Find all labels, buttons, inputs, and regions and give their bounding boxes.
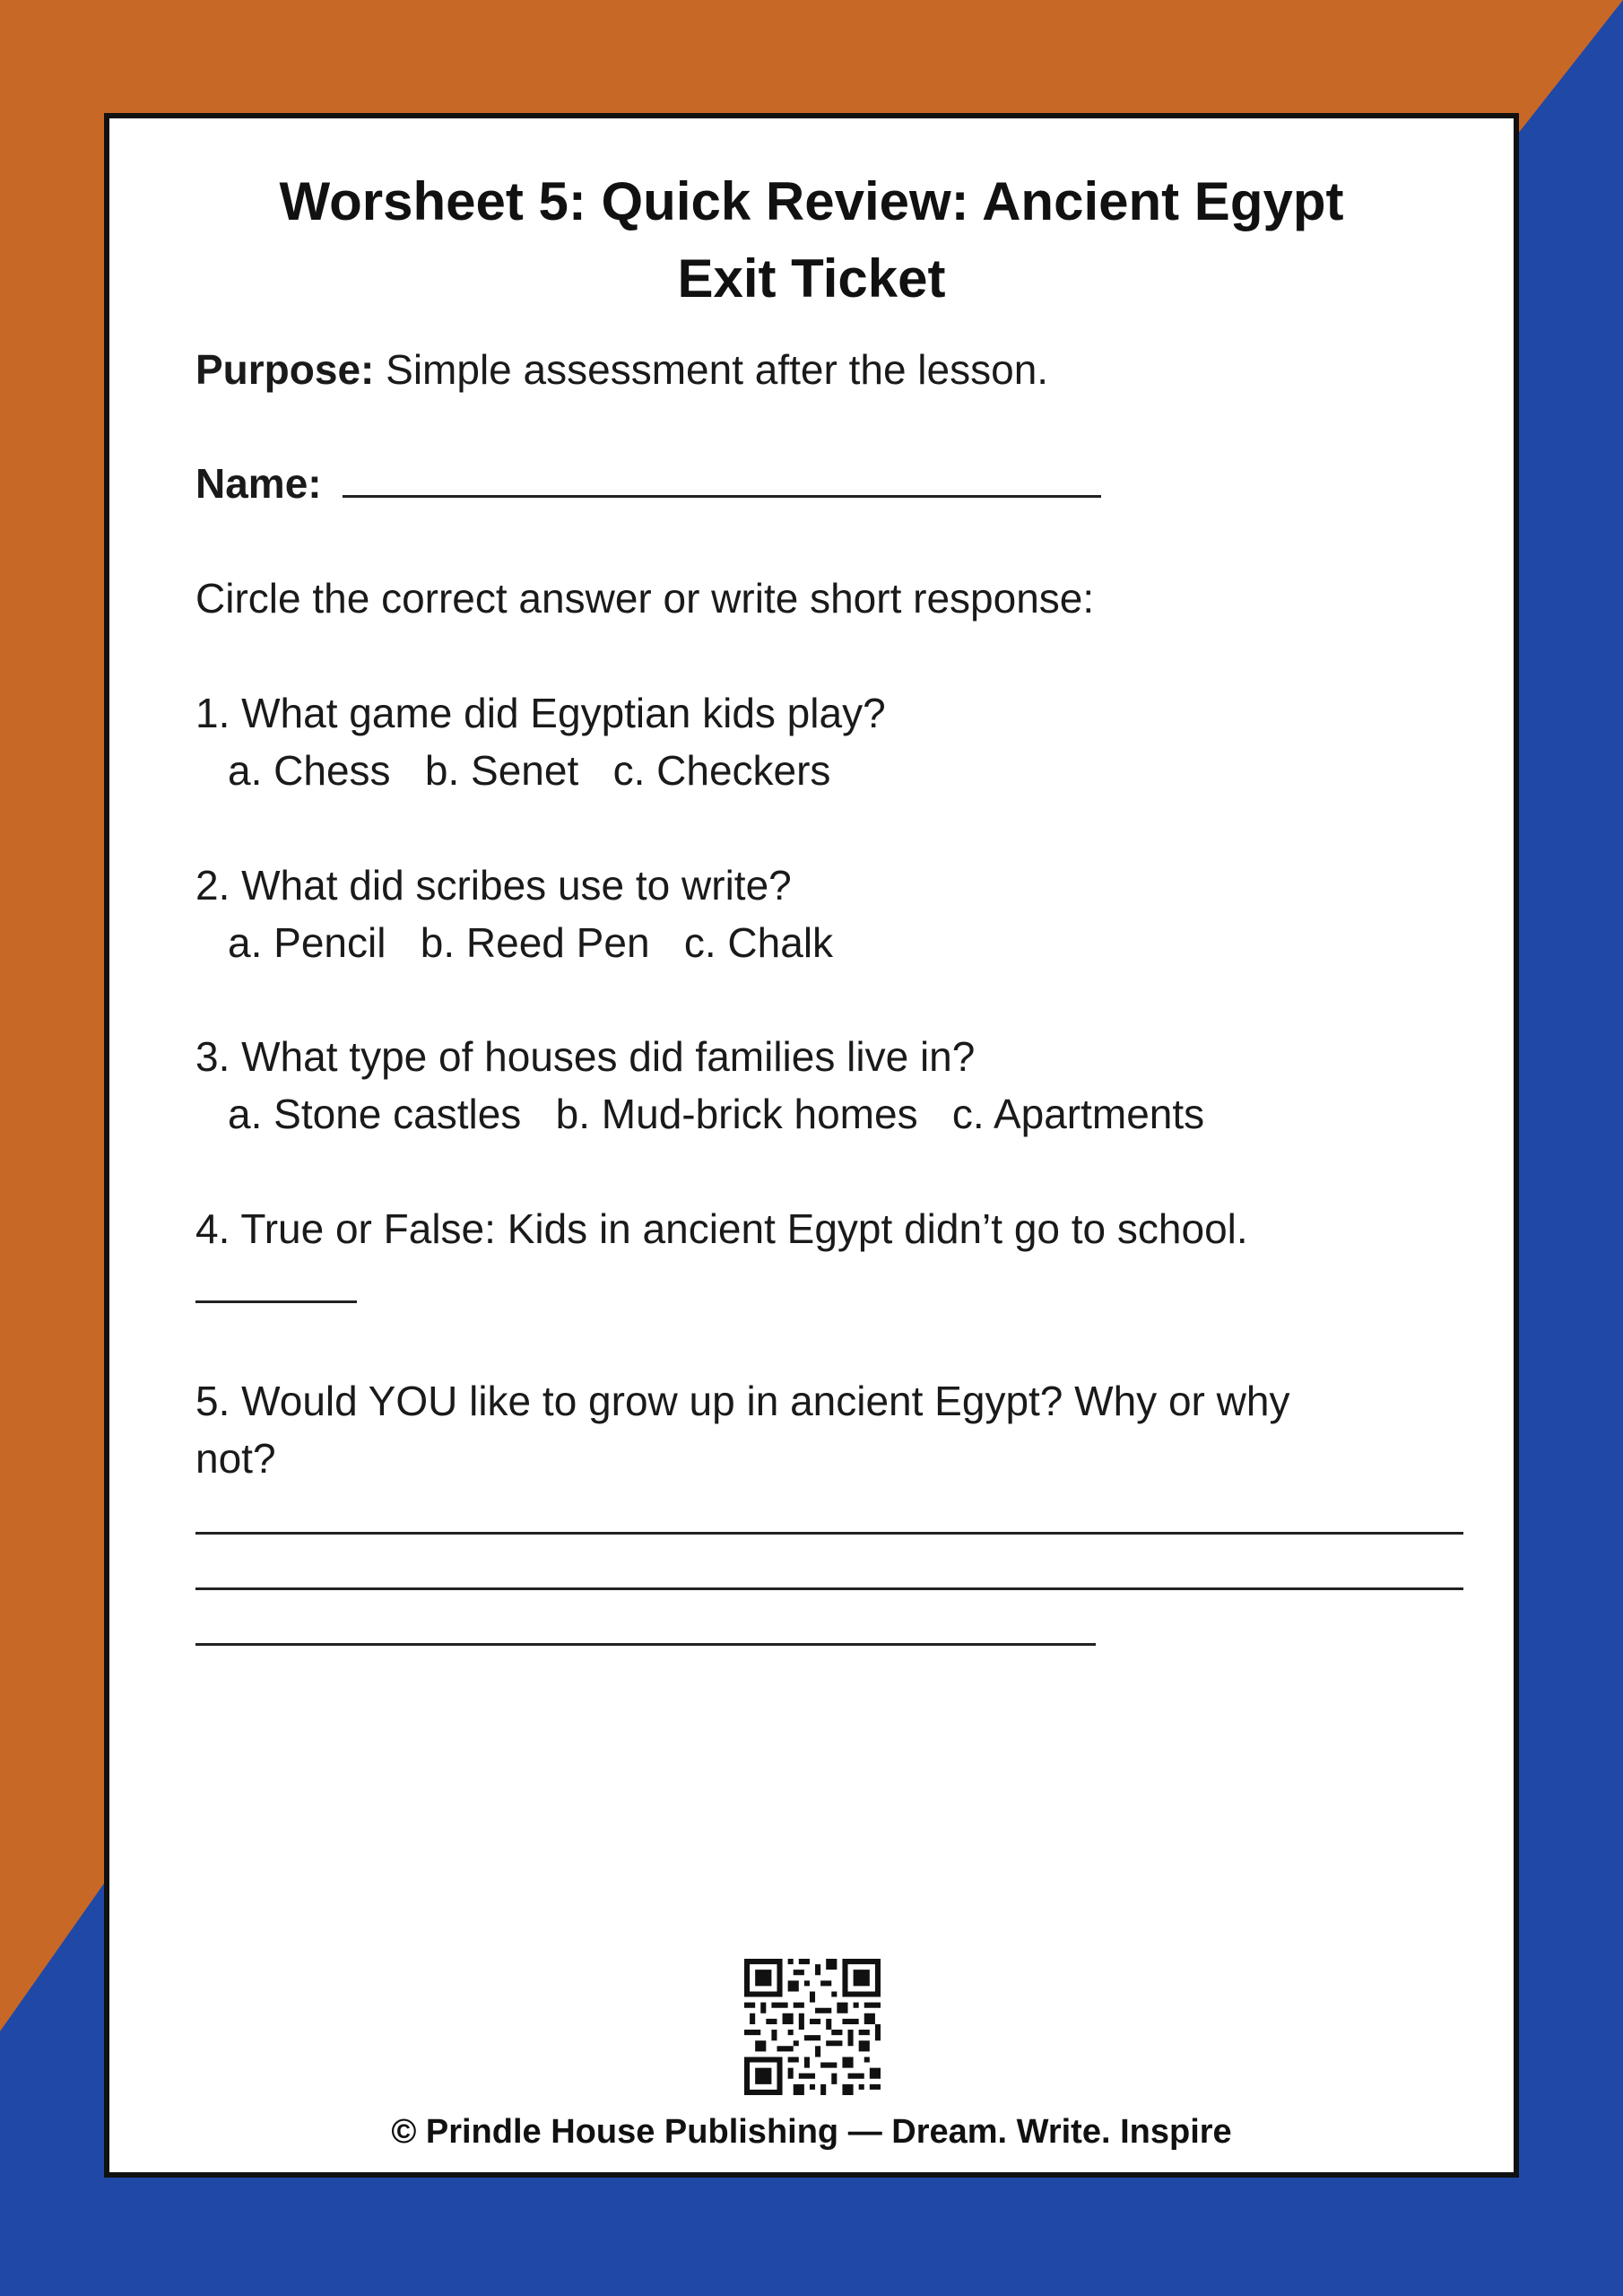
purpose-label: Purpose: [195, 346, 375, 393]
question-5-line-2: not? [195, 1435, 276, 1482]
instructions: Circle the correct answer or write short response: [195, 575, 1095, 622]
q5-answer-line-2[interactable] [195, 1587, 1463, 1590]
worksheet-card [104, 113, 1519, 2178]
question-3: 3. What type of houses did families live in? [195, 1033, 976, 1080]
q1-option-c[interactable]: c. Checkers [612, 747, 831, 794]
question-2: 2. What did scribes use to write? [195, 862, 792, 909]
q2-option-a[interactable]: a. Pencil [228, 919, 386, 966]
name-label: Name: [195, 460, 322, 507]
title-line-1: Worsheet 5: Quick Review: Ancient Egypt [279, 171, 1344, 231]
purpose-text: Simple assessment after the lesson. [374, 346, 1049, 393]
q2-option-c[interactable]: c. Chalk [683, 919, 834, 966]
q3-option-b[interactable]: b. Mud-brick homes [555, 1091, 918, 1137]
title-line-2: Exit Ticket [677, 248, 946, 309]
question-2-options [228, 916, 833, 970]
q5-answer-line-1[interactable] [195, 1532, 1463, 1535]
question-5-line-1: 5. Would YOU like to grow up in ancient Egypt? Why or why [195, 1378, 1290, 1424]
q1-option-b[interactable]: b. Senet [424, 747, 579, 794]
q3-option-c[interactable]: c. Apartments [951, 1091, 1205, 1137]
purpose-line [195, 343, 1048, 396]
q4-answer-line[interactable] [195, 1300, 357, 1303]
q5-answer-line-3[interactable] [195, 1643, 1096, 1646]
q2-option-b[interactable]: b. Reed Pen [420, 919, 650, 966]
question-1: 1. What game did Egyptian kids play? [195, 690, 886, 736]
q1-option-a[interactable]: a. Chess [228, 747, 391, 794]
qr-code-icon [744, 1959, 881, 2095]
name-field-line[interactable] [343, 495, 1101, 498]
footer-copyright: © Prindle House Publishing — Dream. Write. Inspire [391, 2113, 1232, 2151]
question-3-options [228, 1087, 1204, 1141]
worksheet-title [109, 163, 1514, 317]
q3-option-a[interactable]: a. Stone castles [228, 1091, 522, 1137]
question-1-options [228, 744, 830, 797]
question-4: 4. True or False: Kids in ancient Egypt didn’t go to school. [195, 1205, 1248, 1252]
